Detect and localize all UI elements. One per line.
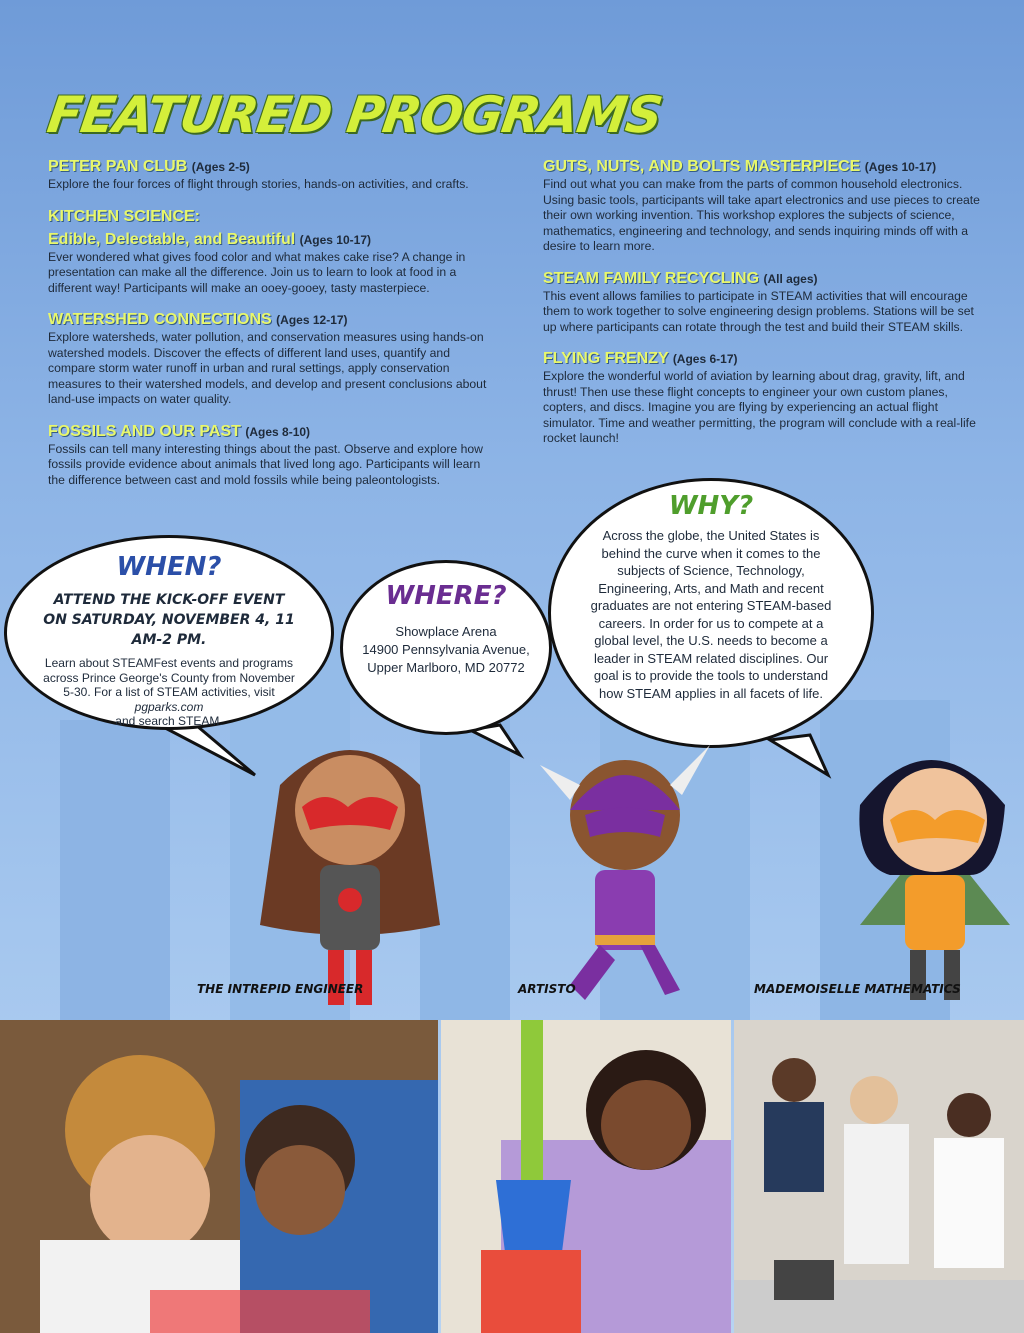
program-name: KITCHEN SCIENCE: [48, 207, 201, 225]
venue-city: Upper Marlboro, MD 20772 [367, 660, 525, 675]
program-ages: (Ages 8-10) [245, 424, 311, 439]
program-name: PETER PAN CLUB [48, 158, 188, 175]
program-description: Explore the four forces of flight through stories, hands-on activities, and crafts. [48, 177, 469, 191]
program-description: Explore the wonderful world of aviation by learning about drag, gravity, lift, and thrust! Then use these flight concepts to engineer your own custom planes, copters, and discs. Imagine you are flying by experiencing an actual flight simulator. Time and weather permitting, the program will conclude with a real-life rocket launch! [543, 369, 976, 445]
why-heading: WHY? [668, 491, 754, 521]
program-guts-nuts-bolts [543, 157, 983, 255]
pgparks-link[interactable]: pgparks.com [134, 699, 204, 714]
photo-strip [0, 1020, 1024, 1333]
program-description: Explore watersheds, water pollution, and conservation measures using hands-on watershed models. Discover the effects of different land uses, quantify and compare storm water runoff in urban and rural settings, apply conservation measures to their watershed models, and develop and present conclusions about land-use impacts on water quality. [48, 330, 487, 406]
where-heading: WHERE? [385, 581, 507, 611]
programs-right-column [543, 157, 983, 459]
when-heading: WHEN? [116, 552, 222, 582]
program-name: FOSSILS AND OUR PAST [48, 422, 241, 440]
when-body: Learn about STEAMFest events and programs across Prince George's County from November 5-30. For a list of STEAM activities, visit [43, 656, 295, 699]
why-bubble [548, 478, 874, 748]
photo-students-robotics [734, 1020, 1024, 1333]
program-ages: (Ages 2-5) [191, 160, 250, 174]
venue-name: Showplace Arena [395, 624, 497, 639]
artisto-illustration [540, 745, 710, 1005]
program-description: Fossils can tell many interesting things about the past. Observe and explore how fossils provide evidence about animals that lived long ago. Participants will learn the difference between cast and mold fossils while being paleontologists. [48, 441, 483, 487]
hero-label-engineer: THE INTREPID ENGINEER [197, 982, 364, 996]
program-ages: (Ages 10-17) [864, 160, 937, 174]
program-family-recycling [543, 269, 983, 336]
program-ages: (Ages 6-17) [672, 352, 738, 366]
program-peter-pan [48, 157, 488, 193]
program-name: WATERSHED CONNECTIONS [48, 311, 272, 328]
programs-left-column [48, 157, 488, 500]
program-name: STEAM FAMILY RECYCLING [543, 269, 760, 287]
photo-kids-building [0, 1020, 438, 1333]
hero-label-artisto: ARTISTO [518, 982, 576, 996]
photo-girl-with-crayola-rocket [441, 1020, 731, 1333]
when-tail: and search STEAM. [115, 714, 223, 728]
page-title: FEATURED PROGRAMS [43, 86, 666, 144]
program-description: Find out what you can make from the parts of common household electronics. Using basic tools, participants will take apart electronics and use pieces to create their own working invention. This workshop explores the subjects of science, mathematics, engineering and technology, and sends inquiring minds off with a desire to learn more. [543, 177, 980, 253]
intrepid-engineer-illustration [240, 725, 460, 1010]
hero-label-mathematics: MADEMOISELLE MATHEMATICS [754, 982, 961, 996]
program-description: Ever wondered what gives food color and what makes cake rise? A change in presentation can make all the difference. Join us to learn to look at food in a different way! Participants will make an ooey-gooey, tasty masterpiece. [48, 249, 466, 295]
program-ages: (Ages 10-17) [299, 232, 371, 247]
program-kitchen-science [48, 207, 488, 297]
why-body: Across the globe, the United States is behind the curve when it comes to the subjects of Science, Technology, Engineering, Arts, and Math and recent graduates are not entering STEAM-based careers. In order for us to compete at a global level, the U.S. needs to become a leader in STEAM related disciplines. Our goal is to provide the tools to understand how STEAM applies in all facets of life. [590, 528, 832, 701]
program-name: FLYING FRENZY [543, 350, 669, 367]
where-bubble [340, 560, 552, 735]
program-description: This event allows families to participate in STEAM activities that will encourage them to work together to solve engineering design problems. Stations will be set up where participants can rotate through the test and build their STEAM skills. [543, 288, 974, 334]
program-flying-frenzy [543, 349, 983, 447]
program-ages: (All ages) [763, 271, 818, 286]
program-subtitle: Edible, Delectable, and Beautiful [48, 230, 296, 248]
mademoiselle-mathematics-illustration [840, 725, 1020, 1005]
kickoff-event: ATTEND THE KICK-OFF EVENT ON SATURDAY, NOVEMBER 4, 11 AM-2 PM. [43, 592, 295, 648]
program-ages: (Ages 12-17) [276, 313, 348, 327]
when-bubble [4, 535, 334, 730]
program-name: GUTS, NUTS, AND BOLTS MASTERPIECE [543, 158, 861, 175]
program-watershed [48, 310, 488, 408]
venue-street: 14900 Pennsylvania Avenue, [362, 642, 530, 657]
